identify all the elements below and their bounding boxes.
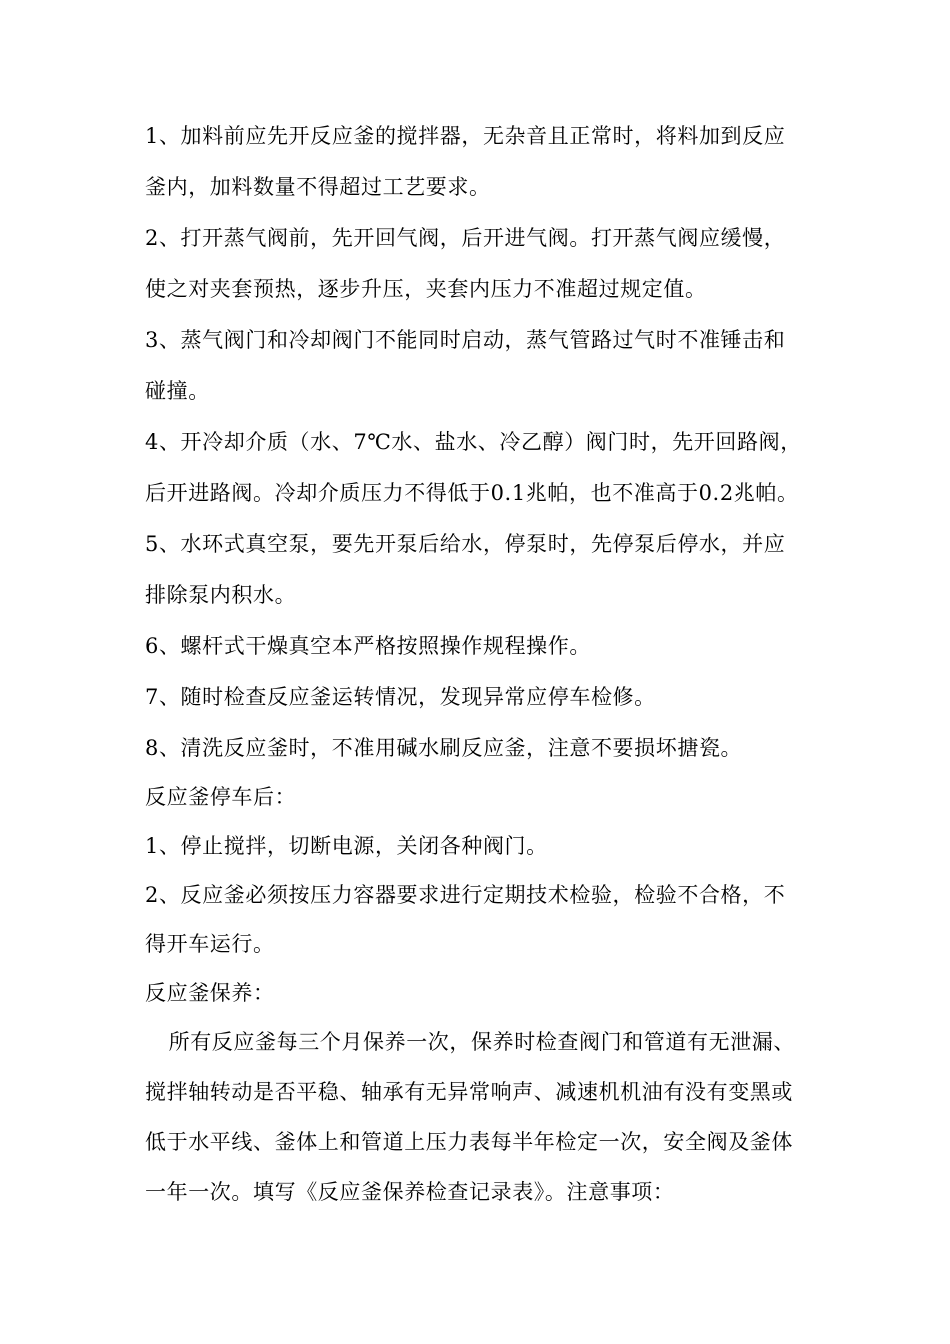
rule-2-line-2: 使之对夹套预热，逐步升压，夹套内压力不准超过规定值。: [145, 277, 707, 301]
rule-6: 6、螺杆式干燥真空本严格按照操作规程操作。: [145, 634, 591, 658]
shutdown-heading: 反应釜停车后：: [145, 785, 297, 809]
rule-5-line-2: 排除泵内积水。: [145, 583, 297, 607]
rule-3-line-2: 碰撞。: [145, 379, 210, 403]
rule-5-line-1: 5、水环式真空泵，要先开泵后给水，停泵时，先停泵后停水，并应: [145, 532, 786, 556]
rule-2-line-1: 2、打开蒸气阀前，先开回气阀，后开进气阀。打开蒸气阀应缓慢，: [145, 226, 786, 250]
rule-3-line-1: 3、蒸气阀门和冷却阀门不能同时启动，蒸气管路过气时不准锤击和: [145, 328, 786, 352]
shutdown-item-2-line-2: 得开车运行。: [145, 932, 275, 956]
rule-4-line-2: 后开进路阀。冷却介质压力不得低于0.1兆帕，也不准高于0.2兆帕。: [145, 481, 799, 505]
maintenance-line-1: 所有反应釜每三个月保养一次，保养时检查阀门和管道有无泄漏、: [147, 1030, 795, 1054]
rule-1-line-2: 釜内，加料数量不得超过工艺要求。: [145, 175, 491, 199]
rule-4-line-1: 4、开冷却介质（水、7℃水、盐水、冷乙醇）阀门时，先开回路阀，: [145, 430, 802, 454]
maintenance-line-3: 低于水平线、釜体上和管道上压力表每半年检定一次，安全阀及釜体: [145, 1130, 793, 1154]
rule-7: 7、随时检查反应釜运转情况，发现异常应停车检修。: [145, 685, 656, 709]
maintenance-paragraph: [145, 1022, 815, 1222]
operating-rules-list: [145, 116, 815, 728]
operating-rules-list-continued: [145, 728, 815, 826]
shutdown-list: [145, 826, 815, 1022]
shutdown-item-1: 1、停止搅拌，切断电源，关闭各种阀门。: [145, 834, 548, 858]
maintenance-line-2: 搅拌轴转动是否平稳、轴承有无异常响声、减速机机油有没有变黑或: [145, 1080, 793, 1104]
maintenance-heading: 反应釜保养：: [145, 981, 275, 1005]
rule-1-line-1: 1、加料前应先开反应釜的搅拌器，无杂音且正常时，将料加到反应: [145, 124, 786, 148]
maintenance-line-4: 一年一次。填写《反应釜保养检查记录表》。注意事项：: [145, 1180, 675, 1204]
shutdown-item-2-line-1: 2、反应釜必须按压力容器要求进行定期技术检验，检验不合格，不: [145, 883, 786, 907]
document-body: [145, 116, 815, 1222]
rule-8: 8、清洗反应釜时，不准用碱水刷反应釜，注意不要损坏搪瓷。: [145, 736, 743, 760]
